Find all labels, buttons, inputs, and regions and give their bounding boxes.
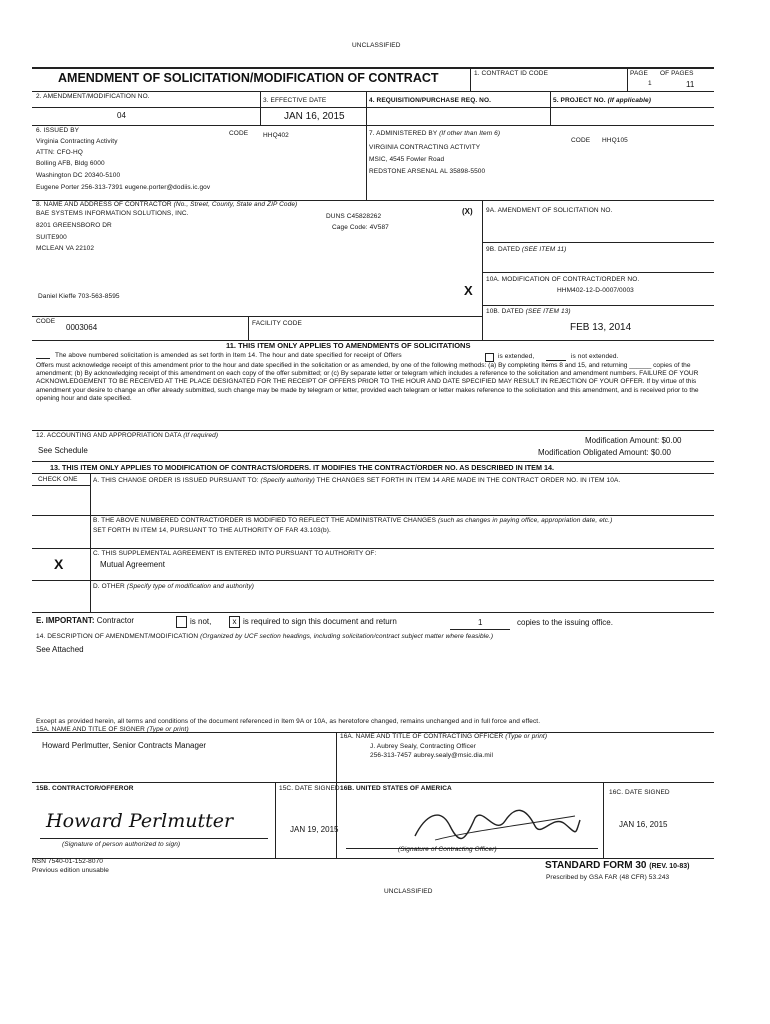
copies-text: copies to the issuing office. xyxy=(517,618,613,627)
rule xyxy=(482,242,714,243)
previous-edition-note: Previous edition unusable xyxy=(32,867,109,874)
rule xyxy=(32,316,482,317)
contracting-officer-line: 256-313-7457 aubrey.sealy@msic.dia.mil xyxy=(370,752,494,759)
rule xyxy=(32,485,90,486)
rule xyxy=(32,858,714,859)
block13b-text2: SET FORTH IN ITEM 14, PURSUANT TO THE AUTHORITY OF FAR 43.103(b). xyxy=(93,527,331,534)
rule xyxy=(32,515,714,516)
facility-code-label: FACILITY CODE xyxy=(252,320,302,327)
issuer-line: Washington DC 20340-5100 xyxy=(36,172,121,179)
block13a-text: A. THIS CHANGE ORDER IS ISSUED PURSUANT TO: (Specify authority) THE CHANGES SET FORTH IN ITEM 14 ARE MADE IN THE CONTRACT ORDER NO. IN ITEM 10A. xyxy=(93,477,621,484)
contractor-line: BAE SYSTEMS INFORMATION SOLUTIONS, INC. xyxy=(36,210,189,217)
block10a-check-mark: X xyxy=(464,283,473,298)
rule xyxy=(32,782,714,783)
modification-amount: Modification Amount: $0.00 xyxy=(585,436,682,445)
administrator-line: MSIC, 4545 Fowler Road xyxy=(369,156,445,163)
contracting-officer-signature xyxy=(405,796,585,848)
amendment-number: 04 xyxy=(117,111,126,120)
extended-label: is extended, xyxy=(498,353,535,360)
not-extended-label: is not extended. xyxy=(571,353,619,360)
copies-number: 1 xyxy=(478,618,483,627)
block13c-authority: Mutual Agreement xyxy=(100,560,165,569)
contract-dated: FEB 13, 2014 xyxy=(570,322,632,333)
page-number: 1 xyxy=(648,80,652,87)
contractor-signature: Howard Perlmutter xyxy=(46,810,234,832)
rule xyxy=(32,612,714,613)
cage-code: Cage Code: 4V587 xyxy=(332,224,389,231)
contractor-code: 0003064 xyxy=(66,323,98,332)
of-pages-label: OF PAGES xyxy=(660,70,694,77)
nsn-number: NSN 7540-01-152-8070 xyxy=(32,858,104,865)
contract-order-number: HHM402-12-D-0007/0003 xyxy=(557,287,634,294)
important-label: E. IMPORTANT: xyxy=(36,616,95,625)
check-one-label: CHECK ONE xyxy=(38,476,78,483)
contractor-word: Contractor xyxy=(96,616,135,625)
block15b-label: 15B. CONTRACTOR/OFFEROR xyxy=(36,785,134,792)
block8-label: 8. NAME AND ADDRESS OF CONTRACTOR (No., Street, County, State and ZIP Code) xyxy=(36,201,298,208)
block13c-check-mark: X xyxy=(54,556,64,572)
is-not-label: is not, xyxy=(190,617,212,626)
contractor-line: 8201 GREENSBORO DR xyxy=(36,222,112,229)
block7-code-label: CODE xyxy=(571,137,591,144)
block6-label: 6. ISSUED BY xyxy=(36,127,80,134)
is-not-checkbox[interactable] xyxy=(176,616,187,628)
block13-title: 13. THIS ITEM ONLY APPLIES TO MODIFICATION OF CONTRACTS/ORDERS. IT MODIFIES THE CONTRACT/ORDER NO. AS DESCRIBED IN ITEM 14. xyxy=(50,463,554,472)
block7-code-value: HHQ105 xyxy=(602,137,628,144)
administrator-line: VIRGINIA CONTRACTING ACTIVITY xyxy=(369,144,481,151)
contracting-officer-line: J. Aubrey Sealy, Contracting Officer xyxy=(370,743,476,750)
block3-label: 3. EFFECTIVE DATE xyxy=(263,97,327,104)
is-required-checkbox[interactable]: x xyxy=(229,616,240,628)
block9a-label: 9A. AMENDMENT OF SOLICITATION NO. xyxy=(486,207,613,214)
contractor-contact: Daniel Kieffe 703-563-8595 xyxy=(38,293,120,300)
rule xyxy=(32,580,714,581)
rule xyxy=(482,200,483,340)
issuer-line: Eugene Porter 256-313-7391 eugene.porter@dodiis.ic.gov xyxy=(36,184,211,191)
officer-date-signed: JAN 16, 2015 xyxy=(619,820,668,829)
contractor-date-signed: JAN 19, 2015 xyxy=(290,825,339,834)
block2-label: 2. AMENDMENT/MODIFICATION NO. xyxy=(36,93,150,100)
modification-obligated-amount: Modification Obligated Amount: $0.00 xyxy=(538,448,671,457)
block14-label: 14. DESCRIPTION OF AMENDMENT/MODIFICATION (Organized by UCF section headings, including solicitation/contract subject matter where feasible.) xyxy=(36,633,494,640)
block7-label: 7. ADMINISTERED BY (If other than Item 6) xyxy=(369,130,501,137)
except-statement: Except as provided herein, all terms and conditions of the document referenced in Item 9A or 10A, as heretofore changed, remains unchanged and in full force and effect. xyxy=(36,718,541,725)
copies-underline xyxy=(450,629,510,630)
signer-name-title: Howard Perlmutter, Senior Contracts Manager xyxy=(42,741,207,750)
block9a-mark-header: (X) xyxy=(462,207,473,216)
rule xyxy=(482,305,714,306)
block9b-label: 9B. DATED (SEE ITEM 11) xyxy=(486,246,567,253)
prescribed-by: Prescribed by GSA FAR (48 CFR) 53.243 xyxy=(546,874,670,881)
block13d-text: D. OTHER (Specify type of modification and authority) xyxy=(93,583,255,590)
rule xyxy=(366,91,367,125)
rule xyxy=(32,461,714,462)
block4-label: 4. REQUISITION/PURCHASE REQ. NO. xyxy=(369,97,492,104)
modification-description: See Attached xyxy=(36,645,84,654)
block16c-label: 16C. DATE SIGNED xyxy=(609,789,670,796)
form-title: AMENDMENT OF SOLICITATION/MODIFICATION OF CONTRACT xyxy=(58,71,439,85)
block11-line1: The above numbered solicitation is amended as set forth in Item 14. The hour and date specified for receipt of Offers xyxy=(55,352,402,359)
extended-checkbox[interactable] xyxy=(485,353,494,362)
accounting-data: See Schedule xyxy=(38,446,88,455)
contractor-line: SUITE900 xyxy=(36,234,67,241)
block1-label: 1. CONTRACT ID CODE xyxy=(474,70,549,77)
block6-code-label: CODE xyxy=(229,130,249,137)
rule xyxy=(32,473,714,474)
rule xyxy=(275,782,276,858)
block11-title: 11. THIS ITEM ONLY APPLIES TO AMENDMENTS OF SOLICITATIONS xyxy=(226,341,471,350)
rule xyxy=(366,125,367,200)
block13b-text: B. THE ABOVE NUMBERED CONTRACT/ORDER IS MODIFIED TO REFLECT THE ADMINISTRATIVE CHANGES (such as changes in paying office, appropriation date, etc.) xyxy=(93,517,613,524)
rule xyxy=(32,91,714,92)
duns-number: DUNS C45828262 xyxy=(326,213,382,220)
rule xyxy=(32,548,714,549)
block16a-label: 16A. NAME AND TITLE OF CONTRACTING OFFICER (Type or print) xyxy=(340,733,548,740)
signature-line xyxy=(40,838,268,839)
important-line xyxy=(36,616,134,625)
rule xyxy=(248,316,249,340)
rule xyxy=(32,107,714,108)
rule xyxy=(470,67,471,91)
block10b-label: 10B. DATED (SEE ITEM 13) xyxy=(486,308,571,315)
rule xyxy=(90,473,91,612)
rule xyxy=(336,732,337,858)
contractor-signature-caption: (Signature of person authorized to sign) xyxy=(62,841,181,848)
block12-label: 12. ACCOUNTING AND APPROPRIATION DATA (If required) xyxy=(36,432,219,439)
issuer-line: ATTN: CFO-HQ xyxy=(36,149,83,156)
block15a-label: 15A. NAME AND TITLE OF SIGNER (Type or print) xyxy=(36,726,189,733)
top-border xyxy=(32,67,714,69)
classification-top: UNCLASSIFIED xyxy=(352,42,401,49)
rule xyxy=(627,67,628,91)
block11-blank xyxy=(546,360,566,361)
issuer-line: Bolling AFB, Bldg 6000 xyxy=(36,160,105,167)
rule xyxy=(550,91,551,125)
page-label: PAGE xyxy=(630,70,648,77)
administrator-line: REDSTONE ARSENAL AL 35898-5500 xyxy=(369,168,486,175)
issuer-line: Virginia Contracting Activity xyxy=(36,138,118,145)
rule xyxy=(482,272,714,273)
block8-code-label: CODE xyxy=(36,318,56,325)
contractor-line: MCLEAN VA 22102 xyxy=(36,245,95,252)
block11-blank xyxy=(36,358,50,359)
rule xyxy=(32,125,714,126)
rule xyxy=(603,782,604,858)
block13c-text: C. THIS SUPPLEMENTAL AGREEMENT IS ENTERED INTO PURSUANT TO AUTHORITY OF: xyxy=(93,550,377,557)
block5-label: 5. PROJECT NO. (If applicable) xyxy=(553,97,652,104)
rule xyxy=(32,430,714,431)
block6-code-value: HHQ402 xyxy=(263,132,289,139)
classification-bottom: UNCLASSIFIED xyxy=(384,888,433,895)
block10a-label: 10A. MODIFICATION OF CONTRACT/ORDER NO. xyxy=(486,276,640,283)
block15c-label: 15C. DATE SIGNED xyxy=(279,785,340,792)
officer-signature-caption: (Signature of Contracting Officer) xyxy=(398,846,497,853)
rule xyxy=(260,91,261,125)
standard-form-name: STANDARD FORM 30 (REV. 10-83) xyxy=(545,860,690,871)
effective-date: JAN 16, 2015 xyxy=(284,111,345,122)
total-pages: 11 xyxy=(686,80,695,89)
block16b-label: 16B. UNITED STATES OF AMERICA xyxy=(340,785,452,792)
block11-body: Offers must acknowledge receipt of this amendment prior to the hour and date specified in the solicitation or as amended, by one of the following methods: (a) By completing Items 8 and 15, and returning ______ copies of the amendment; (b) By acknowledging receipt of this amendment on each copy of the offer submitted; or (c) By separate letter or telegram which includes a reference to the solicitation and amendment numbers. FAILURE OF YOUR ACKNOWLEDGEMENT TO BE RECEIVED AT THE PLACE DESIGNATED FOR THE RECEIPT OF OFFERS PRIOR TO THE HOUR AND DATE SPECIFIED MAY RESULT IN REJECTION OF YOUR OFFER. If by virtue of this amendment your desire to change an offer already submitted, such change may be made by telegram or letter, provided each telegram or letter makes reference to the solicitation and this amendment, and is received prior to the opening hour and date specified. xyxy=(36,362,699,402)
is-required-label: is required to sign this document and return xyxy=(243,617,397,626)
